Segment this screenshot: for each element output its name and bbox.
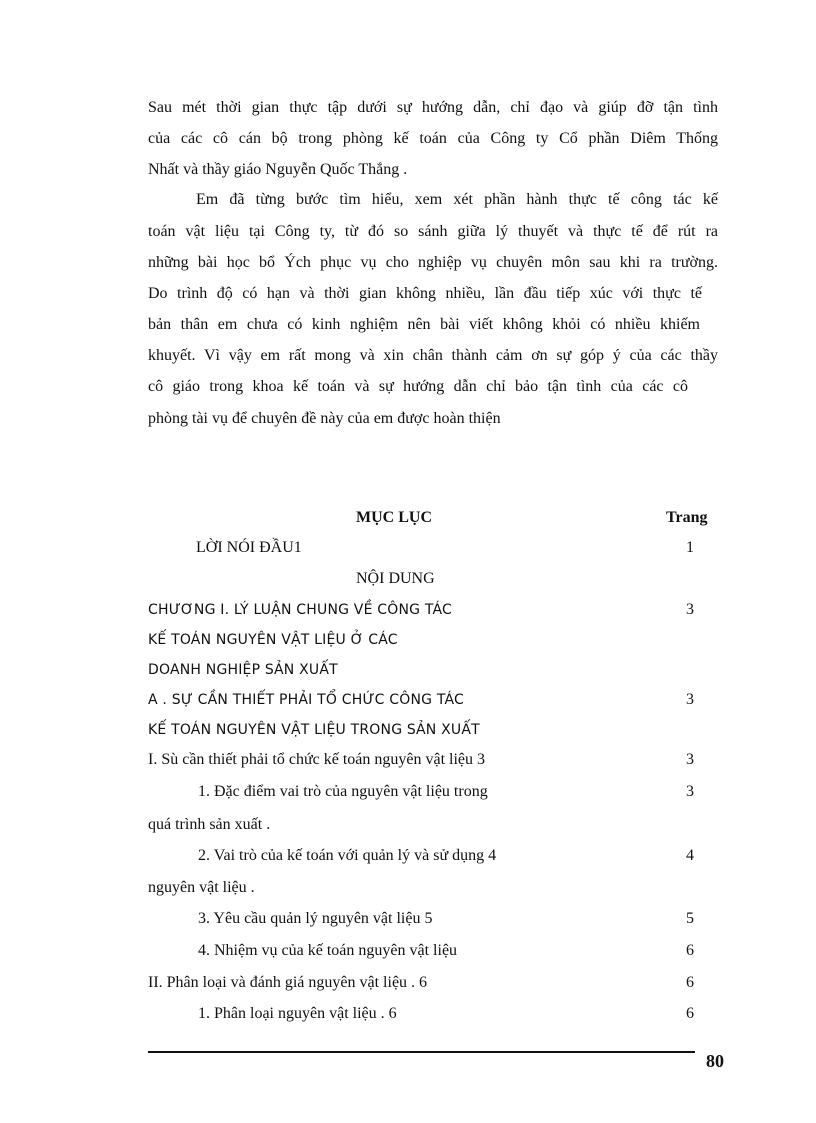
intro-line: Nhất và thầy giáo Nguyễn Quốc Thắng .	[148, 161, 408, 178]
toc-entry-page: 3	[686, 601, 694, 618]
intro-line: của các cô cán bộ trong phòng kế toán của Công ty Cổ phần Diêm Thống	[148, 130, 718, 147]
toc-entry: CHƯƠNG I. LÝ LUẬN CHUNG VỀ CÔNG TÁC	[148, 602, 453, 618]
intro-line: Do trình độ có hạn và thời gian không nhiều, lần đầu tiếp xúc với thực tế	[148, 285, 702, 302]
toc-entry: 4. Nhiệm vụ của kế toán nguyên vật liệu	[198, 942, 458, 959]
toc-entry: DOANH NGHIỆP SẢN XUẤT	[148, 662, 338, 678]
toc-entry-page: 1	[686, 539, 694, 556]
intro-line: Sau mét thời gian thực tập dưới sự hướng dẫn, chỉ đạo và giúp đỡ tận tình	[148, 99, 718, 116]
intro-line: cô giáo trong khoa kế toán và sự hướng dẫn chỉ bảo tận tình của các cô	[148, 378, 688, 395]
toc-entry: nguyên vật liệu .	[148, 879, 255, 896]
intro-line: những bài học bổ Ých phục vụ cho nghiệp vụ chuyên môn sau khi ra trường.	[148, 254, 718, 271]
intro-line: Em đã từng bước tìm hiểu, xem xét phần hành thực tế công tác kế	[196, 191, 718, 208]
toc-section-heading: NỘI DUNG	[356, 570, 435, 587]
toc-page-header: Trang	[666, 509, 708, 526]
toc-entry: I. Sù cần thiết phải tổ chức kế toán nguyên vật liệu 3	[148, 751, 486, 768]
toc-entry-page: 3	[686, 751, 694, 768]
toc-entry: KẾ TOÁN NGUYÊN VẬT LIỆU Ở CÁC	[148, 632, 398, 648]
intro-line: bản thân em chưa có kinh nghiệm nên bài viết không khỏi có nhiều khiếm	[148, 316, 700, 333]
toc-entry-page: 6	[686, 942, 694, 959]
toc-entry-page: 3	[686, 691, 694, 708]
intro-line: khuyết. Vì vậy em rất mong và xin chân thành cảm ơn sự góp ý của các thầy	[148, 347, 718, 364]
toc-entry: KẾ TOÁN NGUYÊN VẬT LIỆU TRONG SẢN XUẤT	[148, 722, 480, 738]
footer-rule	[148, 1051, 695, 1053]
toc-entry-page: 4	[686, 847, 694, 864]
toc-title: MỤC LỤC	[356, 509, 432, 526]
toc-entry: LỜI NÓI ĐẦU1	[196, 539, 302, 556]
toc-entry: II. Phân loại và đánh giá nguyên vật liệu . 6	[148, 974, 428, 991]
toc-entry: 1. Đặc điểm vai trò của nguyên vật liệu trong	[198, 783, 488, 800]
toc-entry-page: 3	[686, 783, 694, 800]
toc-entry-page: 6	[686, 1005, 694, 1022]
toc-entry: A . SỰ CẦN THIẾT PHẢI TỔ CHỨC CÔNG TÁC	[148, 692, 465, 708]
toc-entry-page: 5	[686, 910, 694, 927]
toc-entry-page: 6	[686, 974, 694, 991]
toc-entry: 3. Yêu cầu quản lý nguyên vật liệu 5	[198, 910, 433, 927]
intro-line: toán vật liệu tại Công ty, từ đó so sánh giữa lý thuyết và thực tế để rút ra	[148, 223, 718, 240]
page-number: 80	[706, 1051, 724, 1071]
intro-line: phòng tài vụ để chuyên đề này của em được hoàn thiện	[148, 410, 501, 427]
toc-entry: 1. Phân loại nguyên vật liệu . 6	[198, 1005, 397, 1022]
toc-entry: quá trình sản xuất .	[148, 816, 271, 833]
toc-entry: 2. Vai trò của kế toán với quản lý và sử dụng 4	[198, 847, 497, 864]
